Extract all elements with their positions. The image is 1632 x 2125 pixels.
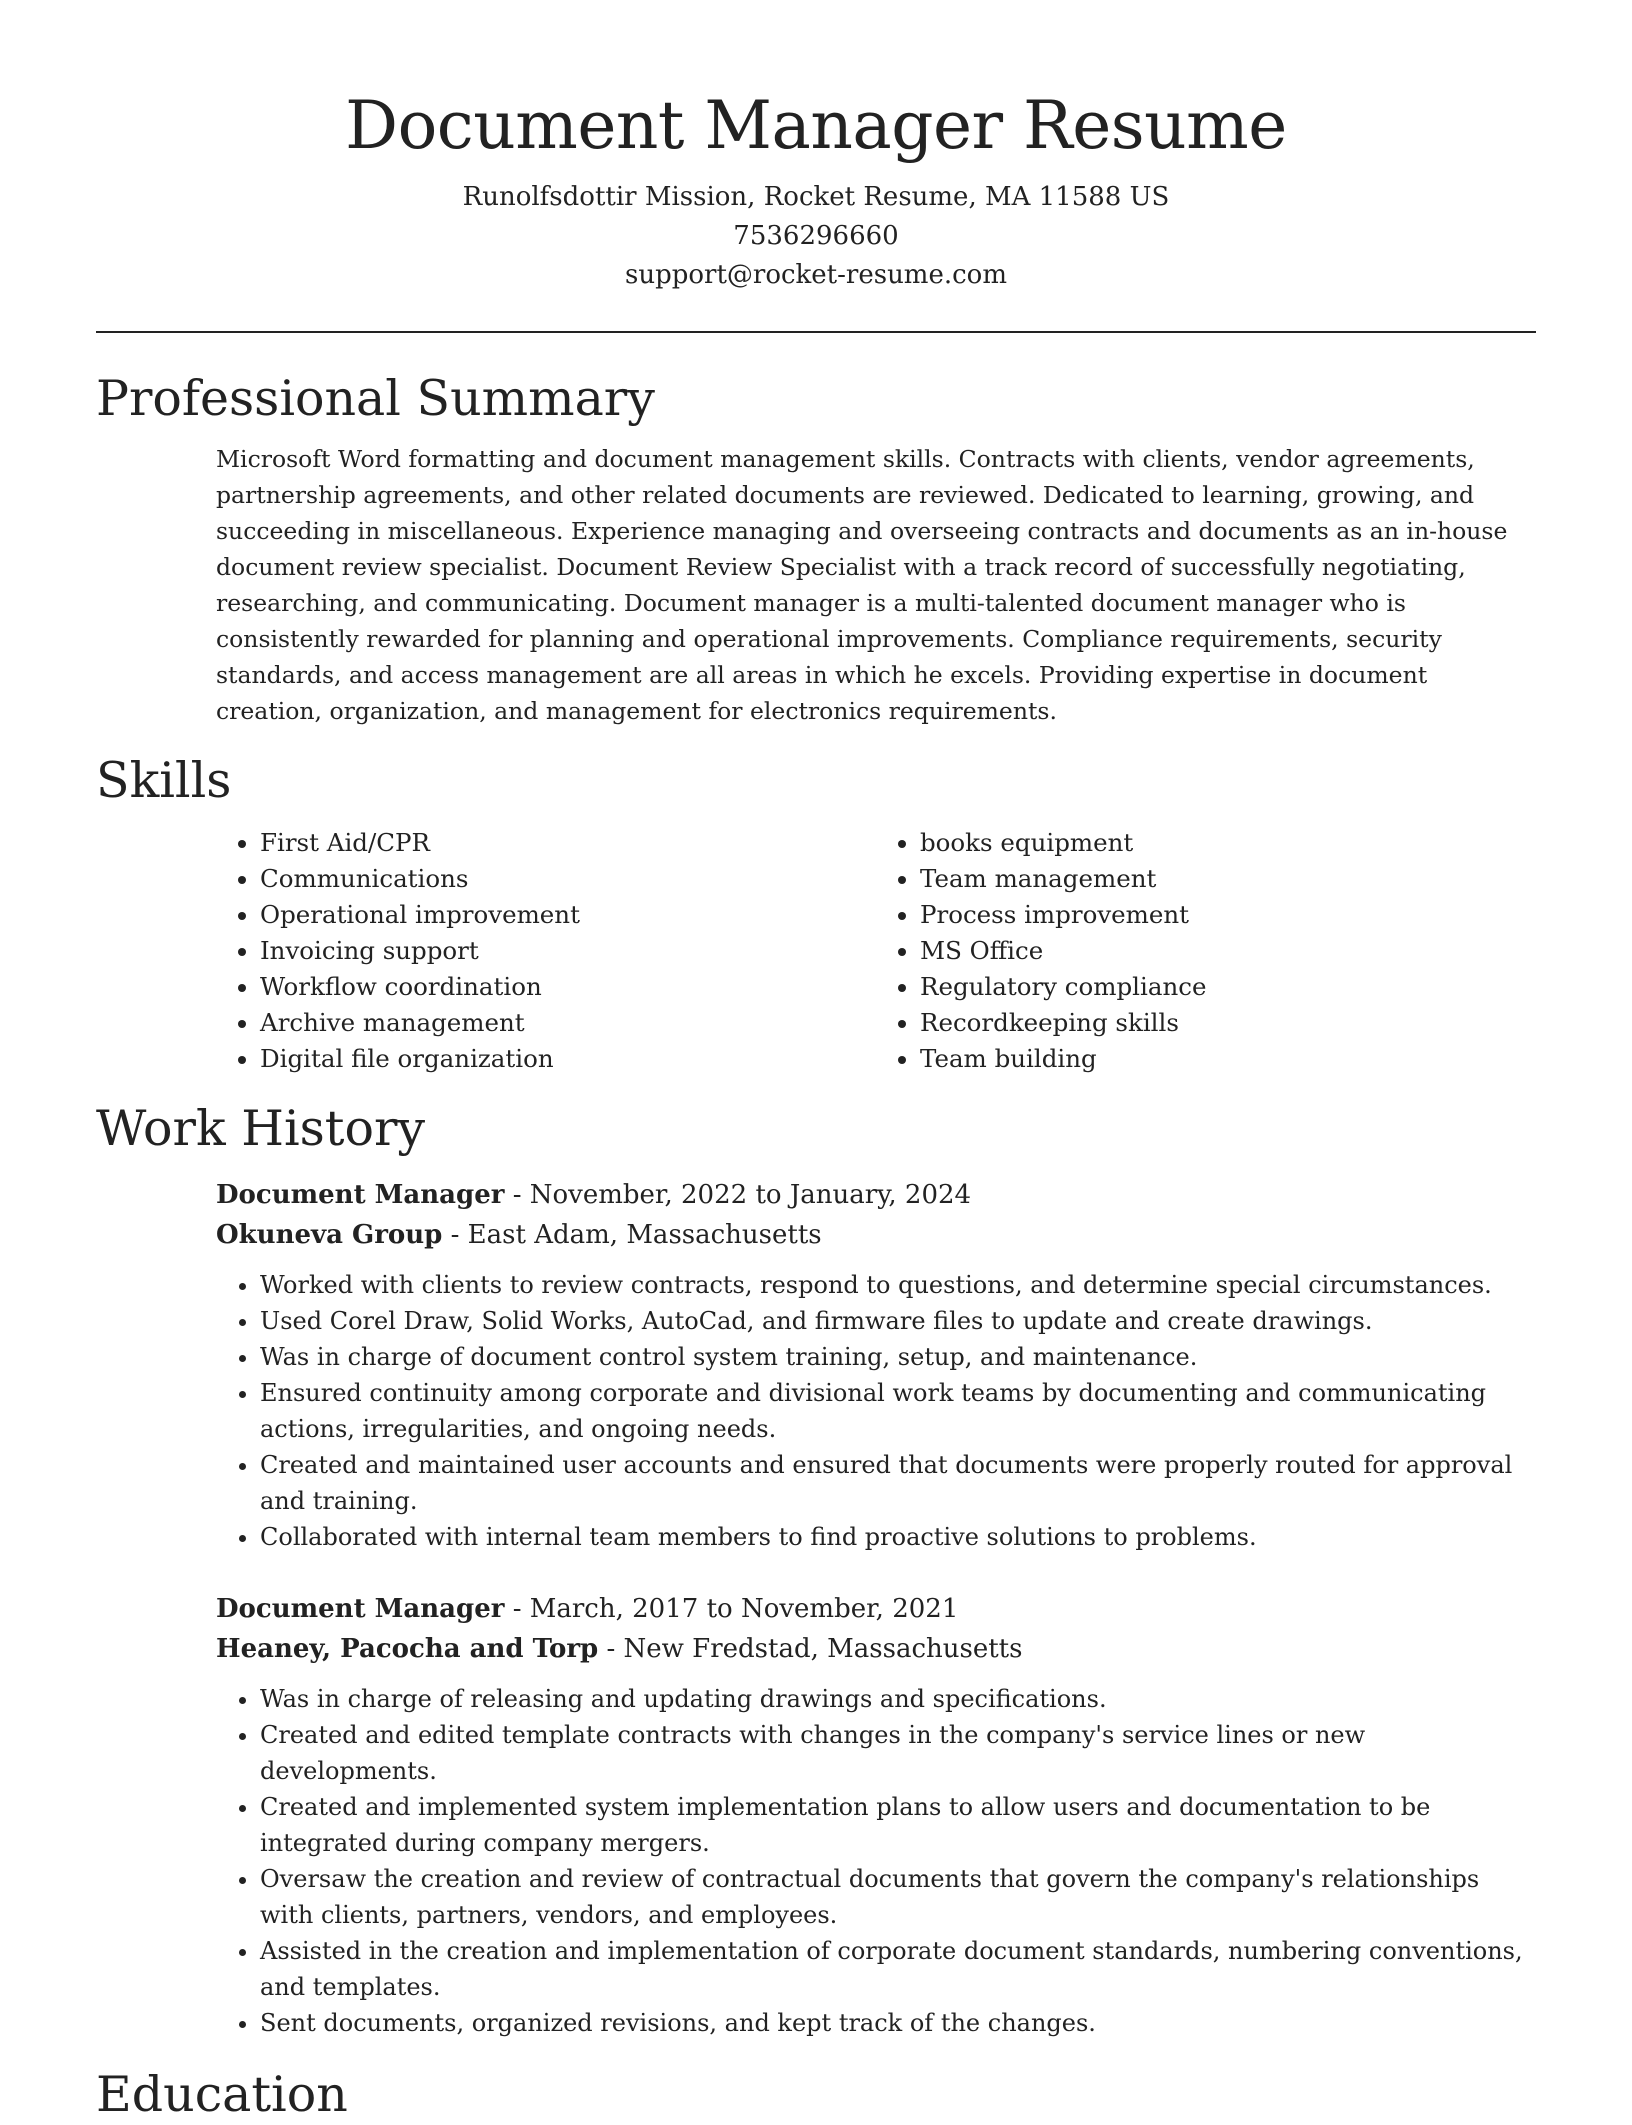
skill-item: • Team management <box>920 861 1536 897</box>
resume-header <box>96 0 1536 295</box>
job-dates: - November, 2022 to January, 2024 <box>504 1180 972 1210</box>
skill-item: • Regulatory compliance <box>920 969 1536 1005</box>
job-bullet: • Created and maintained user accounts and ensured that documents were properly routed for approval and training. <box>260 1447 1536 1519</box>
education-heading: Education <box>96 2066 348 2123</box>
job-bullet: • Created and implemented system implementation plans to allow users and documentation to be integrated during company mergers. <box>260 1789 1536 1861</box>
job-title-line <box>216 1175 1536 1215</box>
job-bullet: • Created and edited template contracts with changes in the company's service lines or new developments. <box>260 1717 1536 1789</box>
resume-title: Document Manager Resume <box>345 87 1287 164</box>
job-role: Document Manager <box>216 1180 505 1210</box>
skill-item: • MS Office <box>920 933 1536 969</box>
skill-item: • books equipment <box>920 825 1536 861</box>
summary-heading: Professional Summary <box>96 370 655 427</box>
address: Runolfsdottir Mission, Rocket Resume, MA 11588 US <box>462 182 1170 212</box>
skill-item: • Recordkeeping skills <box>920 1005 1536 1041</box>
job-entry <box>216 1589 1536 2041</box>
job-bullet: • Ensured continuity among corporate and divisional work teams by documenting and communicating actions, irregularities, and ongoing needs. <box>260 1375 1536 1447</box>
skills-list-left <box>216 825 876 1077</box>
skill-item: • First Aid/CPR <box>260 825 876 861</box>
job-company-line <box>216 1629 1536 1669</box>
job-dates: - March, 2017 to November, 2021 <box>504 1594 959 1624</box>
summary-text: Microsoft Word formatting and document management skills. Contracts with clients, vendor agreements, partnership agreements, and other related documents are reviewed. Dedicated to learning, growing, and succeeding in miscellaneous. Experience managing and overseeing contracts and documents as an in-house document review specialist. Document Review Specialist with a track record of successfully negotiating, researching, and communicating. Document manager is a multi-talented document manager who is consistently rewarded for planning and operational improvements. Compliance requirements, security standards, and access management are all areas in which he excels. Providing expertise in document creation, organization, and management for electronics requirements. <box>216 445 1508 725</box>
email: support@rocket-resume.com <box>624 260 1007 290</box>
skill-item: • Communications <box>260 861 876 897</box>
skill-item: • Operational improvement <box>260 897 876 933</box>
job-bullet: • Oversaw the creation and review of contractual documents that govern the company's relationships with clients, partners, vendors, and employees. <box>260 1861 1536 1933</box>
skills-grid <box>216 825 1536 1077</box>
job-company: Okuneva Group <box>216 1220 443 1250</box>
job-bullets <box>216 1681 1536 2041</box>
skill-item: • Invoicing support <box>260 933 876 969</box>
job-bullet: • Used Corel Draw, Solid Works, AutoCad, and firmware files to update and create drawings. <box>260 1303 1536 1339</box>
job-bullets <box>216 1267 1536 1555</box>
job-bullet: • Assisted in the creation and implementation of corporate document standards, numbering conventions, and templates. <box>260 1933 1536 2005</box>
contact-info <box>96 178 1536 295</box>
job-location: - New Fredstad, Massachusetts <box>598 1634 1023 1664</box>
skills-list-right <box>876 825 1536 1077</box>
job-bullet: • Worked with clients to review contracts, respond to questions, and determine special circumstances. <box>260 1267 1536 1303</box>
job-title-line <box>216 1589 1536 1629</box>
job-company: Heaney, Pacocha and Torp <box>216 1634 599 1664</box>
resume-page <box>96 0 1536 2125</box>
job-bullet: • Was in charge of document control system training, setup, and maintenance. <box>260 1339 1536 1375</box>
skill-item: • Digital file organization <box>260 1041 876 1077</box>
skill-item: • Workflow coordination <box>260 969 876 1005</box>
phone: 7536296660 <box>733 221 899 251</box>
skill-item: • Process improvement <box>920 897 1536 933</box>
job-bullet: • Collaborated with internal team members to find proactive solutions to problems. <box>260 1519 1536 1555</box>
job-bullet: • Was in charge of releasing and updating drawings and specifications. <box>260 1681 1536 1717</box>
skill-item: • Team building <box>920 1041 1536 1077</box>
job-role: Document Manager <box>216 1594 505 1624</box>
skill-item: • Archive management <box>260 1005 876 1041</box>
work-history-heading: Work History <box>96 1100 426 1157</box>
job-entry <box>216 1175 1536 1555</box>
job-company-line <box>216 1215 1536 1255</box>
job-location: - East Adam, Massachusetts <box>442 1220 822 1250</box>
header-divider <box>96 331 1536 333</box>
job-bullet: • Sent documents, organized revisions, and kept track of the changes. <box>260 2005 1536 2041</box>
skills-heading: Skills <box>96 752 232 809</box>
